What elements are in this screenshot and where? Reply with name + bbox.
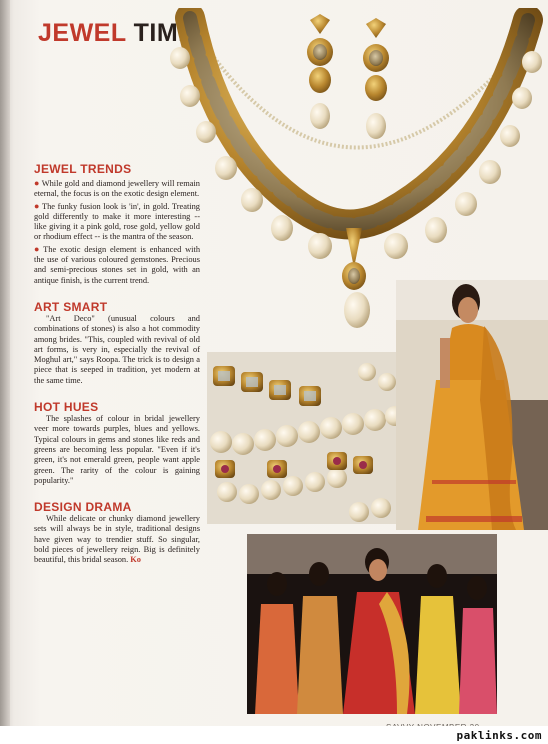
page-spine-shadow <box>0 0 10 744</box>
watermark-text: paklinks.com <box>456 729 542 742</box>
bullet-dot-icon: ● <box>34 200 40 211</box>
footer-bar <box>0 726 548 744</box>
design-drama-body: While delicate or chunky diamond jewellery sets will always be in style, traditional designs have given way to trendier stuff. So singular, bold pieces of jewellery reign. Big is definitely beautiful, this bridal season. Ko <box>34 514 200 565</box>
heading-design-drama: DESIGN DRAMA <box>34 500 132 515</box>
trend-bullet-2: ● The funky fusion look is 'in', in gold. Treating gold differently to make it more interesting -- like giving it a pink gold, rose gold, yellow gold or rhodium effect -- is the mantra of the season. <box>34 200 200 242</box>
bullet-dot-icon: ● <box>34 243 42 254</box>
heading-art-smart: ART SMART <box>34 299 108 314</box>
title-word-time: TIME <box>133 19 196 47</box>
model-photo <box>396 280 548 530</box>
author-signoff: Ko <box>130 555 141 565</box>
hot-hues-body: The splashes of colour in bridal jewellery veer more towards purples, blues and yellows. Typical colours in gems and stones like reds and greens are becoming less popular. "Even if it's green, it's not emerald green, people want apple green. The rarity of the colour is gaining popularity." <box>34 414 200 485</box>
model-in-orange-lehenga <box>396 280 548 530</box>
art-smart-body: "Art Deco" (unusual colours and combinations of stones) is also a hot commodity among brides. "This, coupled with revival of old art forms, is very in, especially the revival of Moghul art," says Roopa. The trick is to design a piece that is seeped in tradition, yet modern at the same time. <box>34 313 200 385</box>
runway-group-photo <box>247 534 497 714</box>
section-jewel-trends <box>34 162 200 286</box>
title-word-jewel: JEWEL <box>38 19 127 47</box>
section-hot-hues <box>34 400 200 486</box>
pearl-strands-illustration <box>207 352 402 524</box>
section-art-smart <box>34 300 200 386</box>
heading-hot-hues: HOT HUES <box>34 400 99 415</box>
section-design-drama <box>34 500 200 565</box>
models-group-illustration <box>247 534 497 714</box>
trend-bullet-1: ● While gold and diamond jewellery will remain eternal, the focus is on the exotic design element. <box>34 178 200 199</box>
bullet-dot-icon: ● <box>34 178 40 188</box>
heading-jewel-trends: JEWEL TRENDS <box>34 162 132 176</box>
pearl-closeup-photo <box>207 352 402 524</box>
trend-bullet-3: ● The exotic design element is enhanced with the use of various coloured gemstones. Precious and semi-precious stones set in gold, with an antique finish, is the current trend. <box>34 243 201 285</box>
article-text-column <box>34 162 200 566</box>
